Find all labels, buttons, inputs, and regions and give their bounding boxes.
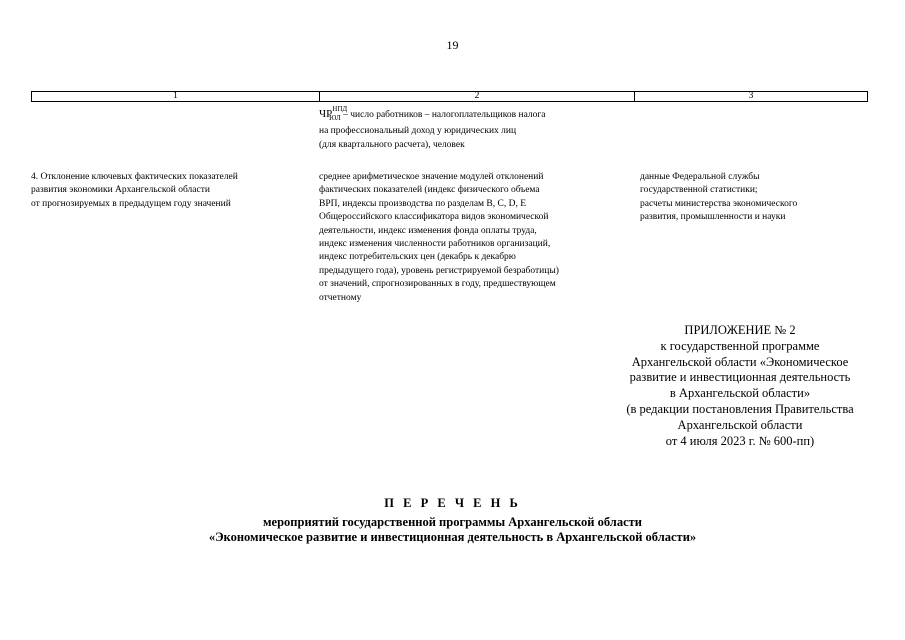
formula-superscript: НПД [332,105,348,113]
appendix-line: к государственной программе [660,338,820,353]
text-line: ВРП, индексы производства по разделам B, C, D, E [319,198,527,209]
text-line: индекс потребительских цен (декабрь к декабрю [319,252,516,263]
row-4-data-source [640,171,865,225]
page-number: 19 [446,38,459,52]
formula-line-2: на профессиональный доход у юридических лиц [319,126,517,137]
column-header-3: 3 [635,92,868,102]
text-line: государственной статистики; [640,185,758,196]
text-line: отчетному [319,292,362,303]
column-header-2: 2 [320,92,635,102]
row-4-indicator-name [31,171,316,211]
text-line: фактических показателей (индекс физического объема [319,185,540,196]
text-line: индекс изменения численности работников организаций, [319,239,551,250]
text-line: расчеты министерства экономического [640,198,798,209]
text-line: данные Федеральной службы [640,172,760,182]
appendix-line: Архангельской области [677,417,803,432]
formula-symbol: ЧР [319,108,333,120]
text-line: 4. Отклонение ключевых фактических показателей [31,172,238,182]
text-line: развития экономики Архангельской области [31,185,210,196]
appendix-line: развитие и инвестиционная деятельность [629,370,851,385]
formula-subscript: ЮЛ [329,114,341,122]
list-subtitle-2: «Экономическое развитие и инвестиционная деятельность в Архангельской области» [208,530,697,544]
text-line: деятельности, индекс изменения фонда оплаты труда, [319,225,537,236]
text-line: Общероссийского классификатора видов экономической [319,212,549,223]
list-subtitle-1: мероприятий государственной программы Архангельской области [263,515,642,529]
formula-description [319,103,629,152]
appendix-title: ПРИЛОЖЕНИЕ № 2 [684,323,796,337]
formula-line-3: (для квартального расчета), человек [319,139,465,150]
appendix-line: в Архангельской области» [669,386,811,401]
formula-text: – число работников – налогоплательщиков налога [343,110,546,120]
column-header-1: 1 [32,92,320,102]
text-line: предыдущего года), уровень регистрируемой безработицы) [319,265,559,276]
text-line: от значений, спрогнозированных в году, предшествующем [319,279,556,290]
row-4-calculation-method [319,171,629,305]
list-title: П Е Р Е Ч Е Н Ь [384,496,521,510]
text-line: развития, промышленности и науки [640,212,786,223]
table-header-row [31,91,868,102]
appendix-line: (в редакции постановления Правительства [626,401,854,416]
appendix-line: Архангельской области «Экономическое [631,354,849,369]
text-line: от прогнозируемых в предыдущем году значений [31,198,231,209]
appendix-block [560,323,905,449]
appendix-line: от 4 июля 2023 г. № 600-пп) [665,433,815,448]
formula-line-1 [319,103,629,125]
text-line: среднее арифметическое значение модулей отклонений [319,172,544,182]
